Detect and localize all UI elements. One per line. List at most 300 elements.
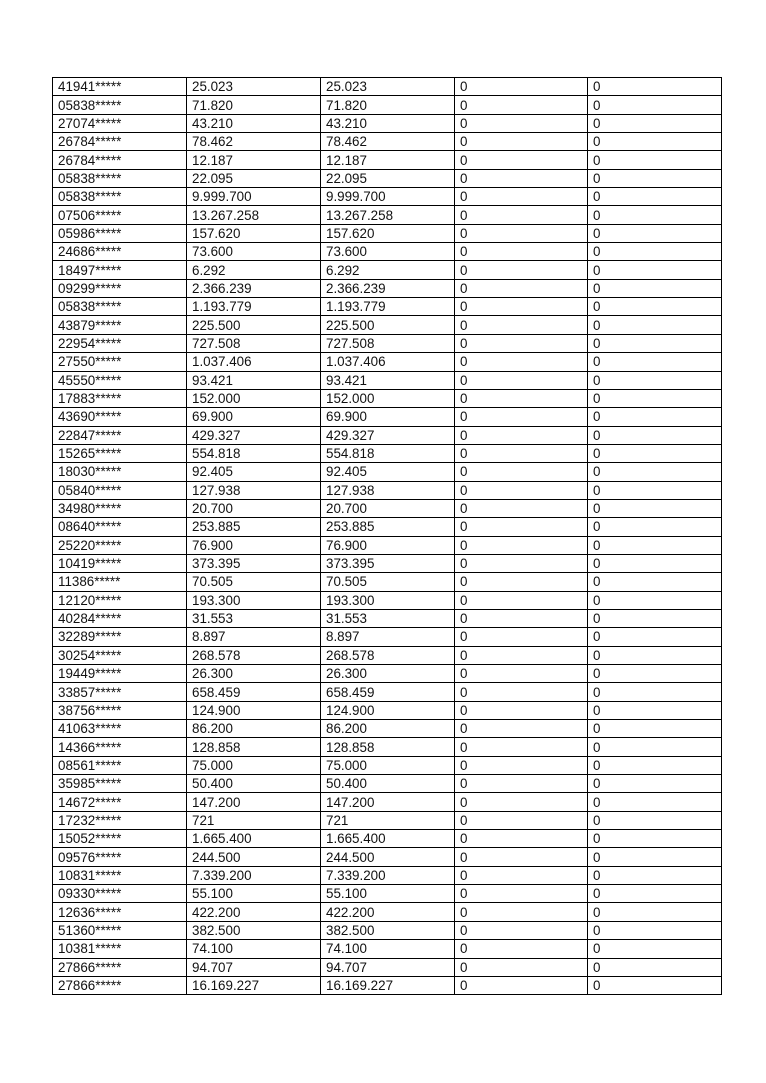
zero-cell-b: 0 <box>588 334 722 352</box>
id-cell: 38756***** <box>53 701 187 719</box>
zero-cell-a: 0 <box>455 609 588 627</box>
id-cell: 41063***** <box>53 720 187 738</box>
amount-repeat-cell: 727.508 <box>321 334 455 352</box>
id-cell: 08640***** <box>53 518 187 536</box>
id-cell: 27550***** <box>53 353 187 371</box>
amount-repeat-cell: 25.023 <box>321 78 455 96</box>
zero-cell-a: 0 <box>455 353 588 371</box>
zero-cell-b: 0 <box>588 389 722 407</box>
zero-cell-b: 0 <box>588 206 722 224</box>
amount-repeat-cell: 225.500 <box>321 316 455 334</box>
amount-cell: 71.820 <box>187 96 321 114</box>
id-cell: 51360***** <box>53 921 187 939</box>
amount-repeat-cell: 658.459 <box>321 683 455 701</box>
id-cell: 19449***** <box>53 665 187 683</box>
amount-repeat-cell: 22.095 <box>321 169 455 187</box>
table-row <box>53 133 722 151</box>
table-row <box>53 866 722 884</box>
id-cell: 15052***** <box>53 830 187 848</box>
amount-cell: 75.000 <box>187 756 321 774</box>
zero-cell-a: 0 <box>455 848 588 866</box>
zero-cell-b: 0 <box>588 243 722 261</box>
zero-cell-b: 0 <box>588 628 722 646</box>
amount-repeat-cell: 13.267.258 <box>321 206 455 224</box>
table-row <box>53 628 722 646</box>
zero-cell-a: 0 <box>455 481 588 499</box>
table-row <box>53 243 722 261</box>
amount-repeat-cell: 1.193.779 <box>321 298 455 316</box>
amount-repeat-cell: 554.818 <box>321 444 455 462</box>
id-cell: 10831***** <box>53 866 187 884</box>
id-cell: 10381***** <box>53 940 187 958</box>
amount-cell: 92.405 <box>187 463 321 481</box>
zero-cell-a: 0 <box>455 298 588 316</box>
amount-cell: 1.665.400 <box>187 830 321 848</box>
id-cell: 35985***** <box>53 775 187 793</box>
amount-repeat-cell: 86.200 <box>321 720 455 738</box>
amount-repeat-cell: 8.897 <box>321 628 455 646</box>
amount-repeat-cell: 16.169.227 <box>321 976 455 994</box>
zero-cell-b: 0 <box>588 848 722 866</box>
zero-cell-b: 0 <box>588 756 722 774</box>
amount-cell: 382.500 <box>187 921 321 939</box>
table-row <box>53 573 722 591</box>
amount-repeat-cell: 124.900 <box>321 701 455 719</box>
id-cell: 14672***** <box>53 793 187 811</box>
amount-repeat-cell: 74.100 <box>321 940 455 958</box>
zero-cell-b: 0 <box>588 609 722 627</box>
zero-cell-b: 0 <box>588 646 722 664</box>
zero-cell-b: 0 <box>588 96 722 114</box>
amount-cell: 268.578 <box>187 646 321 664</box>
zero-cell-a: 0 <box>455 628 588 646</box>
amount-repeat-cell: 50.400 <box>321 775 455 793</box>
zero-cell-a: 0 <box>455 958 588 976</box>
zero-cell-b: 0 <box>588 536 722 554</box>
amount-repeat-cell: 244.500 <box>321 848 455 866</box>
zero-cell-a: 0 <box>455 243 588 261</box>
zero-cell-a: 0 <box>455 224 588 242</box>
amount-repeat-cell: 76.900 <box>321 536 455 554</box>
zero-cell-b: 0 <box>588 298 722 316</box>
id-cell: 32289***** <box>53 628 187 646</box>
amount-cell: 69.900 <box>187 408 321 426</box>
table-body <box>53 78 722 995</box>
zero-cell-a: 0 <box>455 573 588 591</box>
zero-cell-b: 0 <box>588 133 722 151</box>
zero-cell-b: 0 <box>588 775 722 793</box>
table-row <box>53 371 722 389</box>
zero-cell-a: 0 <box>455 444 588 462</box>
table-row <box>53 353 722 371</box>
zero-cell-b: 0 <box>588 408 722 426</box>
zero-cell-b: 0 <box>588 866 722 884</box>
zero-cell-b: 0 <box>588 921 722 939</box>
amount-repeat-cell: 31.553 <box>321 609 455 627</box>
zero-cell-a: 0 <box>455 279 588 297</box>
zero-cell-a: 0 <box>455 701 588 719</box>
zero-cell-a: 0 <box>455 811 588 829</box>
table-row <box>53 554 722 572</box>
amount-cell: 9.999.700 <box>187 188 321 206</box>
zero-cell-a: 0 <box>455 720 588 738</box>
amount-repeat-cell: 268.578 <box>321 646 455 664</box>
zero-cell-b: 0 <box>588 976 722 994</box>
id-cell: 27074***** <box>53 114 187 132</box>
zero-cell-a: 0 <box>455 188 588 206</box>
id-cell: 43879***** <box>53 316 187 334</box>
zero-cell-b: 0 <box>588 463 722 481</box>
zero-cell-b: 0 <box>588 151 722 169</box>
id-cell: 40284***** <box>53 609 187 627</box>
zero-cell-b: 0 <box>588 316 722 334</box>
zero-cell-b: 0 <box>588 903 722 921</box>
zero-cell-b: 0 <box>588 830 722 848</box>
amount-repeat-cell: 127.938 <box>321 481 455 499</box>
zero-cell-b: 0 <box>588 78 722 96</box>
zero-cell-b: 0 <box>588 738 722 756</box>
amount-cell: 13.267.258 <box>187 206 321 224</box>
table-row <box>53 518 722 536</box>
amount-repeat-cell: 70.505 <box>321 573 455 591</box>
amount-repeat-cell: 422.200 <box>321 903 455 921</box>
amount-cell: 94.707 <box>187 958 321 976</box>
zero-cell-b: 0 <box>588 188 722 206</box>
id-cell: 18030***** <box>53 463 187 481</box>
zero-cell-a: 0 <box>455 518 588 536</box>
zero-cell-b: 0 <box>588 279 722 297</box>
table-row <box>53 298 722 316</box>
zero-cell-a: 0 <box>455 133 588 151</box>
amount-cell: 1.193.779 <box>187 298 321 316</box>
amount-cell: 244.500 <box>187 848 321 866</box>
amount-repeat-cell: 6.292 <box>321 261 455 279</box>
zero-cell-a: 0 <box>455 169 588 187</box>
amount-cell: 128.858 <box>187 738 321 756</box>
amount-repeat-cell: 7.339.200 <box>321 866 455 884</box>
amount-repeat-cell: 20.700 <box>321 499 455 517</box>
zero-cell-a: 0 <box>455 554 588 572</box>
table-row <box>53 665 722 683</box>
table-row <box>53 463 722 481</box>
zero-cell-b: 0 <box>588 169 722 187</box>
zero-cell-b: 0 <box>588 793 722 811</box>
amount-cell: 74.100 <box>187 940 321 958</box>
amount-cell: 31.553 <box>187 609 321 627</box>
table-row <box>53 811 722 829</box>
table-row <box>53 261 722 279</box>
amount-cell: 25.023 <box>187 78 321 96</box>
zero-cell-a: 0 <box>455 206 588 224</box>
amount-repeat-cell: 157.620 <box>321 224 455 242</box>
amount-cell: 157.620 <box>187 224 321 242</box>
amount-repeat-cell: 43.210 <box>321 114 455 132</box>
id-cell: 05840***** <box>53 481 187 499</box>
zero-cell-b: 0 <box>588 444 722 462</box>
id-cell: 34980***** <box>53 499 187 517</box>
zero-cell-b: 0 <box>588 499 722 517</box>
table-row <box>53 78 722 96</box>
table-row <box>53 499 722 517</box>
zero-cell-a: 0 <box>455 463 588 481</box>
amount-repeat-cell: 152.000 <box>321 389 455 407</box>
amount-cell: 16.169.227 <box>187 976 321 994</box>
amount-repeat-cell: 253.885 <box>321 518 455 536</box>
amount-cell: 193.300 <box>187 591 321 609</box>
amount-cell: 2.366.239 <box>187 279 321 297</box>
zero-cell-a: 0 <box>455 591 588 609</box>
id-cell: 05838***** <box>53 169 187 187</box>
table-row <box>53 481 722 499</box>
amount-cell: 1.037.406 <box>187 353 321 371</box>
id-cell: 05838***** <box>53 96 187 114</box>
amount-repeat-cell: 429.327 <box>321 426 455 444</box>
amount-repeat-cell: 55.100 <box>321 885 455 903</box>
zero-cell-b: 0 <box>588 885 722 903</box>
table-row <box>53 426 722 444</box>
table-row <box>53 169 722 187</box>
table-row <box>53 683 722 701</box>
amount-cell: 554.818 <box>187 444 321 462</box>
zero-cell-a: 0 <box>455 775 588 793</box>
amount-cell: 127.938 <box>187 481 321 499</box>
amount-cell: 12.187 <box>187 151 321 169</box>
data-table <box>52 77 722 995</box>
table-row <box>53 940 722 958</box>
zero-cell-b: 0 <box>588 554 722 572</box>
amount-repeat-cell: 93.421 <box>321 371 455 389</box>
id-cell: 09330***** <box>53 885 187 903</box>
table-row <box>53 756 722 774</box>
amount-repeat-cell: 382.500 <box>321 921 455 939</box>
amount-cell: 373.395 <box>187 554 321 572</box>
id-cell: 14366***** <box>53 738 187 756</box>
amount-cell: 429.327 <box>187 426 321 444</box>
zero-cell-b: 0 <box>588 683 722 701</box>
amount-repeat-cell: 12.187 <box>321 151 455 169</box>
id-cell: 15265***** <box>53 444 187 462</box>
zero-cell-a: 0 <box>455 866 588 884</box>
id-cell: 17883***** <box>53 389 187 407</box>
id-cell: 26784***** <box>53 133 187 151</box>
zero-cell-a: 0 <box>455 976 588 994</box>
id-cell: 07506***** <box>53 206 187 224</box>
zero-cell-a: 0 <box>455 921 588 939</box>
zero-cell-b: 0 <box>588 958 722 976</box>
amount-repeat-cell: 9.999.700 <box>321 188 455 206</box>
amount-repeat-cell: 1.665.400 <box>321 830 455 848</box>
id-cell: 45550***** <box>53 371 187 389</box>
id-cell: 05838***** <box>53 298 187 316</box>
table-row <box>53 334 722 352</box>
table-row <box>53 96 722 114</box>
amount-repeat-cell: 69.900 <box>321 408 455 426</box>
amount-cell: 147.200 <box>187 793 321 811</box>
amount-repeat-cell: 128.858 <box>321 738 455 756</box>
table-row <box>53 701 722 719</box>
amount-cell: 70.505 <box>187 573 321 591</box>
amount-repeat-cell: 73.600 <box>321 243 455 261</box>
amount-cell: 55.100 <box>187 885 321 903</box>
amount-repeat-cell: 75.000 <box>321 756 455 774</box>
zero-cell-b: 0 <box>588 811 722 829</box>
zero-cell-a: 0 <box>455 96 588 114</box>
id-cell: 22954***** <box>53 334 187 352</box>
amount-cell: 93.421 <box>187 371 321 389</box>
amount-repeat-cell: 147.200 <box>321 793 455 811</box>
table-row <box>53 188 722 206</box>
table-row <box>53 316 722 334</box>
table-row <box>53 206 722 224</box>
zero-cell-a: 0 <box>455 389 588 407</box>
id-cell: 05838***** <box>53 188 187 206</box>
zero-cell-a: 0 <box>455 316 588 334</box>
id-cell: 22847***** <box>53 426 187 444</box>
amount-cell: 7.339.200 <box>187 866 321 884</box>
zero-cell-a: 0 <box>455 885 588 903</box>
table-row <box>53 151 722 169</box>
zero-cell-a: 0 <box>455 426 588 444</box>
id-cell: 24686***** <box>53 243 187 261</box>
zero-cell-b: 0 <box>588 224 722 242</box>
table-row <box>53 958 722 976</box>
table-row <box>53 408 722 426</box>
zero-cell-a: 0 <box>455 738 588 756</box>
zero-cell-a: 0 <box>455 371 588 389</box>
amount-repeat-cell: 193.300 <box>321 591 455 609</box>
amount-cell: 86.200 <box>187 720 321 738</box>
zero-cell-b: 0 <box>588 573 722 591</box>
amount-cell: 73.600 <box>187 243 321 261</box>
table-row <box>53 775 722 793</box>
table-row <box>53 224 722 242</box>
amount-repeat-cell: 1.037.406 <box>321 353 455 371</box>
table-row <box>53 591 722 609</box>
zero-cell-b: 0 <box>588 701 722 719</box>
id-cell: 11386***** <box>53 573 187 591</box>
zero-cell-b: 0 <box>588 665 722 683</box>
zero-cell-b: 0 <box>588 720 722 738</box>
table-row <box>53 609 722 627</box>
id-cell: 27866***** <box>53 958 187 976</box>
table-row <box>53 536 722 554</box>
id-cell: 26784***** <box>53 151 187 169</box>
table-row <box>53 830 722 848</box>
amount-cell: 727.508 <box>187 334 321 352</box>
table-row <box>53 976 722 994</box>
amount-cell: 20.700 <box>187 499 321 517</box>
amount-cell: 26.300 <box>187 665 321 683</box>
zero-cell-b: 0 <box>588 114 722 132</box>
id-cell: 08561***** <box>53 756 187 774</box>
id-cell: 05986***** <box>53 224 187 242</box>
amount-cell: 76.900 <box>187 536 321 554</box>
id-cell: 09299***** <box>53 279 187 297</box>
amount-cell: 43.210 <box>187 114 321 132</box>
zero-cell-a: 0 <box>455 683 588 701</box>
amount-cell: 422.200 <box>187 903 321 921</box>
zero-cell-b: 0 <box>588 371 722 389</box>
id-cell: 17232***** <box>53 811 187 829</box>
zero-cell-a: 0 <box>455 408 588 426</box>
id-cell: 09576***** <box>53 848 187 866</box>
id-cell: 33857***** <box>53 683 187 701</box>
amount-cell: 22.095 <box>187 169 321 187</box>
amount-repeat-cell: 71.820 <box>321 96 455 114</box>
amount-repeat-cell: 2.366.239 <box>321 279 455 297</box>
amount-cell: 152.000 <box>187 389 321 407</box>
table-row <box>53 279 722 297</box>
zero-cell-a: 0 <box>455 151 588 169</box>
id-cell: 10419***** <box>53 554 187 572</box>
amount-cell: 50.400 <box>187 775 321 793</box>
zero-cell-a: 0 <box>455 940 588 958</box>
zero-cell-a: 0 <box>455 261 588 279</box>
amount-cell: 124.900 <box>187 701 321 719</box>
id-cell: 30254***** <box>53 646 187 664</box>
amount-cell: 721 <box>187 811 321 829</box>
amount-repeat-cell: 721 <box>321 811 455 829</box>
zero-cell-a: 0 <box>455 78 588 96</box>
amount-cell: 253.885 <box>187 518 321 536</box>
id-cell: 12120***** <box>53 591 187 609</box>
amount-repeat-cell: 373.395 <box>321 554 455 572</box>
table-row <box>53 389 722 407</box>
table-row <box>53 921 722 939</box>
amount-cell: 6.292 <box>187 261 321 279</box>
zero-cell-b: 0 <box>588 261 722 279</box>
zero-cell-a: 0 <box>455 793 588 811</box>
id-cell: 25220***** <box>53 536 187 554</box>
amount-repeat-cell: 92.405 <box>321 463 455 481</box>
id-cell: 12636***** <box>53 903 187 921</box>
amount-cell: 8.897 <box>187 628 321 646</box>
zero-cell-a: 0 <box>455 830 588 848</box>
amount-cell: 78.462 <box>187 133 321 151</box>
amount-repeat-cell: 26.300 <box>321 665 455 683</box>
table-row <box>53 720 722 738</box>
zero-cell-a: 0 <box>455 646 588 664</box>
zero-cell-a: 0 <box>455 114 588 132</box>
id-cell: 18497***** <box>53 261 187 279</box>
table-row <box>53 646 722 664</box>
table-row <box>53 114 722 132</box>
zero-cell-a: 0 <box>455 536 588 554</box>
zero-cell-a: 0 <box>455 665 588 683</box>
amount-cell: 658.459 <box>187 683 321 701</box>
table-row <box>53 848 722 866</box>
zero-cell-b: 0 <box>588 481 722 499</box>
table-row <box>53 444 722 462</box>
id-cell: 43690***** <box>53 408 187 426</box>
amount-repeat-cell: 78.462 <box>321 133 455 151</box>
table-row <box>53 885 722 903</box>
zero-cell-b: 0 <box>588 940 722 958</box>
zero-cell-a: 0 <box>455 756 588 774</box>
zero-cell-b: 0 <box>588 591 722 609</box>
table-row <box>53 738 722 756</box>
zero-cell-b: 0 <box>588 426 722 444</box>
amount-repeat-cell: 94.707 <box>321 958 455 976</box>
zero-cell-b: 0 <box>588 518 722 536</box>
table-row <box>53 793 722 811</box>
table-row <box>53 903 722 921</box>
zero-cell-a: 0 <box>455 499 588 517</box>
amount-cell: 225.500 <box>187 316 321 334</box>
id-cell: 27866***** <box>53 976 187 994</box>
zero-cell-a: 0 <box>455 334 588 352</box>
id-cell: 41941***** <box>53 78 187 96</box>
